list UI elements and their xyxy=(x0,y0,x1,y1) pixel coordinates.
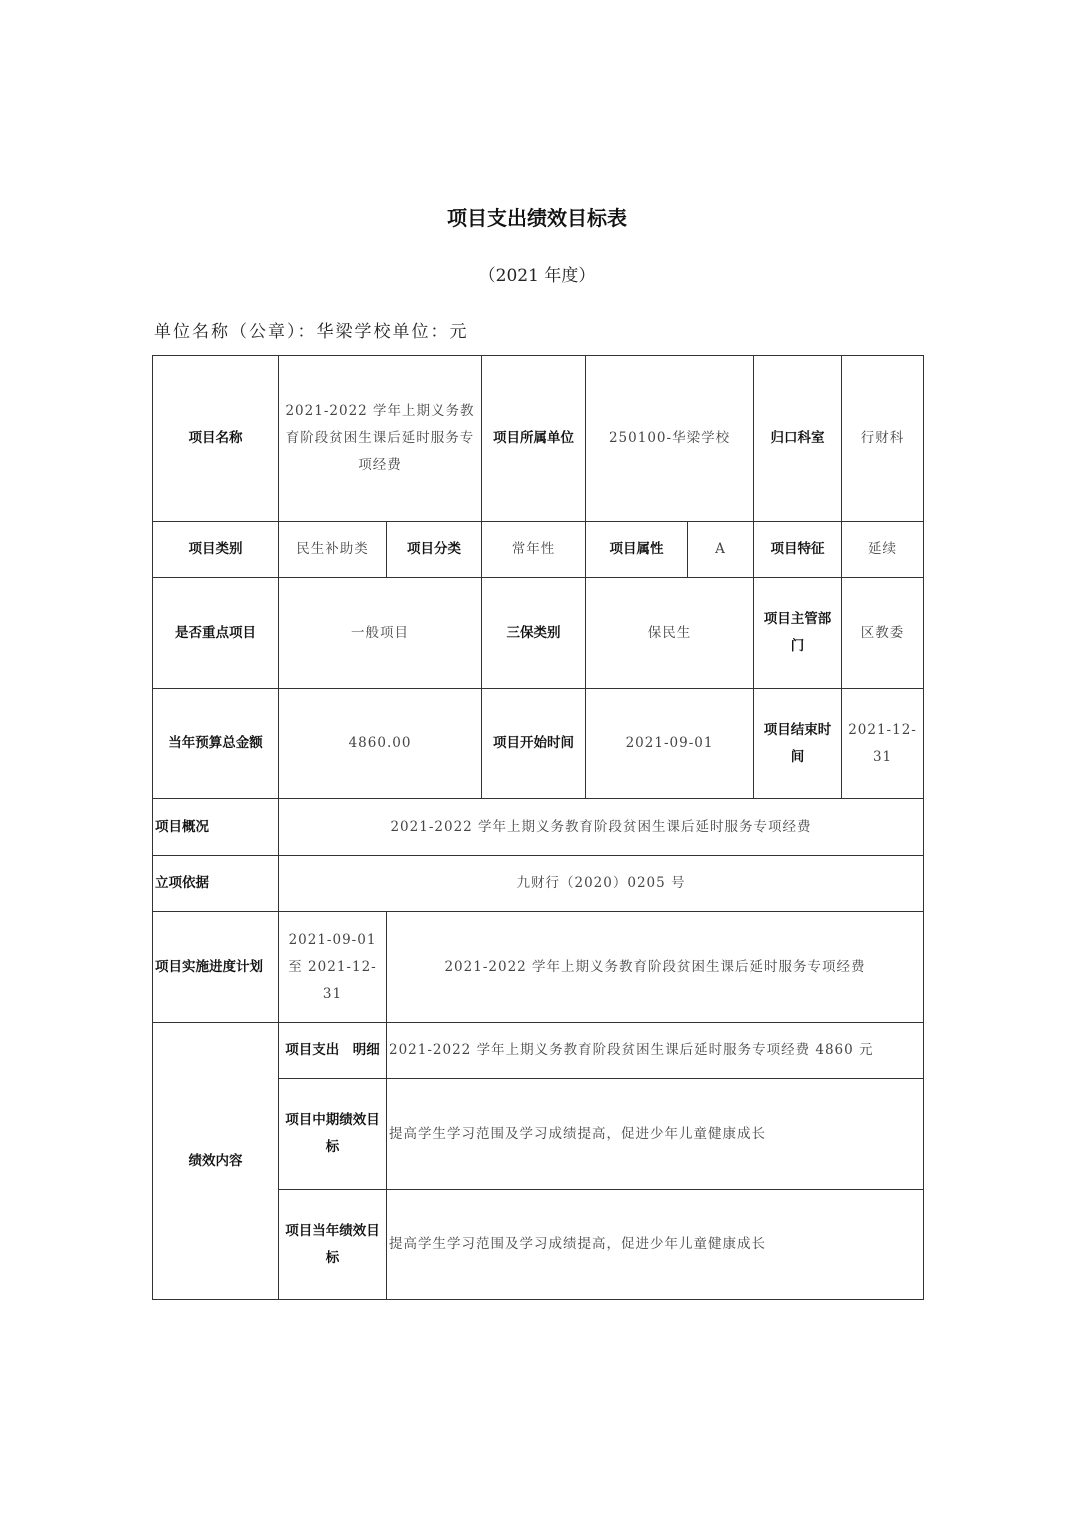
mid-goal-value: 提高学生学习范围及学习成绩提高，促进少年儿童健康成长 xyxy=(387,1079,924,1190)
end-value: 2021-12-31 xyxy=(842,689,924,799)
start-label: 项目开始时间 xyxy=(482,689,586,799)
schedule-label: 项目实施进度计划 xyxy=(153,912,279,1023)
end-label: 项目结束时间 xyxy=(754,689,842,799)
document-title: 项目支出绩效目标表 xyxy=(447,206,627,230)
attribute-label: 项目属性 xyxy=(586,522,688,578)
budget-value: 4860.00 xyxy=(279,689,482,799)
row-key-project xyxy=(153,578,924,689)
mid-goal-label: 项目中期绩效目标 xyxy=(279,1079,387,1190)
classification-value: 常年性 xyxy=(482,522,586,578)
schedule-range: 2021-09-01 至 2021-12-31 xyxy=(279,912,387,1023)
year-goal-value: 提高学生学习范围及学习成绩提高，促进少年儿童健康成长 xyxy=(387,1190,924,1300)
expense-detail-label: 项目支出 明细 xyxy=(279,1023,387,1079)
category-value: 民生补助类 xyxy=(279,522,387,578)
row-overview xyxy=(153,799,924,856)
overview-label: 项目概况 xyxy=(153,799,279,856)
owner-unit-label: 项目所属单位 xyxy=(482,356,586,522)
attribute-value: A xyxy=(688,522,754,578)
document-subtitle: （2021 年度） xyxy=(478,266,596,286)
unit-line: 单位名称（公章）：华梁学校单位：元 xyxy=(154,322,469,342)
dept-label: 归口科室 xyxy=(754,356,842,522)
dept-value: 行财科 xyxy=(842,356,924,522)
year-goal-label: 项目当年绩效目标 xyxy=(279,1190,387,1300)
key-project-label: 是否重点项目 xyxy=(153,578,279,689)
key-project-value: 一般项目 xyxy=(279,578,482,689)
basis-value: 九财行（2020）0205 号 xyxy=(279,856,924,912)
project-name-value: 2021-2022 学年上期义务教育阶段贫困生课后延时服务专项经费 xyxy=(279,356,482,522)
performance-target-table xyxy=(152,355,924,1300)
budget-label: 当年预算总金额 xyxy=(153,689,279,799)
expense-detail-value: 2021-2022 学年上期义务教育阶段贫困生课后延时服务专项经费 4860 元 xyxy=(387,1023,924,1079)
three-guarantee-value: 保民生 xyxy=(586,578,754,689)
supervisor-value: 区教委 xyxy=(842,578,924,689)
start-value: 2021-09-01 xyxy=(586,689,754,799)
feature-value: 延续 xyxy=(842,522,924,578)
row-category xyxy=(153,522,924,578)
project-name-label: 项目名称 xyxy=(153,356,279,522)
row-schedule xyxy=(153,912,924,1023)
supervisor-label: 项目主管部门 xyxy=(754,578,842,689)
row-budget xyxy=(153,689,924,799)
three-guarantee-label: 三保类别 xyxy=(482,578,586,689)
owner-unit-value: 250100-华梁学校 xyxy=(586,356,754,522)
overview-value: 2021-2022 学年上期义务教育阶段贫困生课后延时服务专项经费 xyxy=(279,799,924,856)
row-project-name xyxy=(153,356,924,522)
row-basis xyxy=(153,856,924,912)
classification-label: 项目分类 xyxy=(387,522,482,578)
basis-label: 立项依据 xyxy=(153,856,279,912)
row-expense-detail xyxy=(153,1023,924,1079)
performance-label: 绩效内容 xyxy=(153,1023,279,1300)
schedule-desc: 2021-2022 学年上期义务教育阶段贫困生课后延时服务专项经费 xyxy=(387,912,924,1023)
feature-label: 项目特征 xyxy=(754,522,842,578)
category-label: 项目类别 xyxy=(153,522,279,578)
